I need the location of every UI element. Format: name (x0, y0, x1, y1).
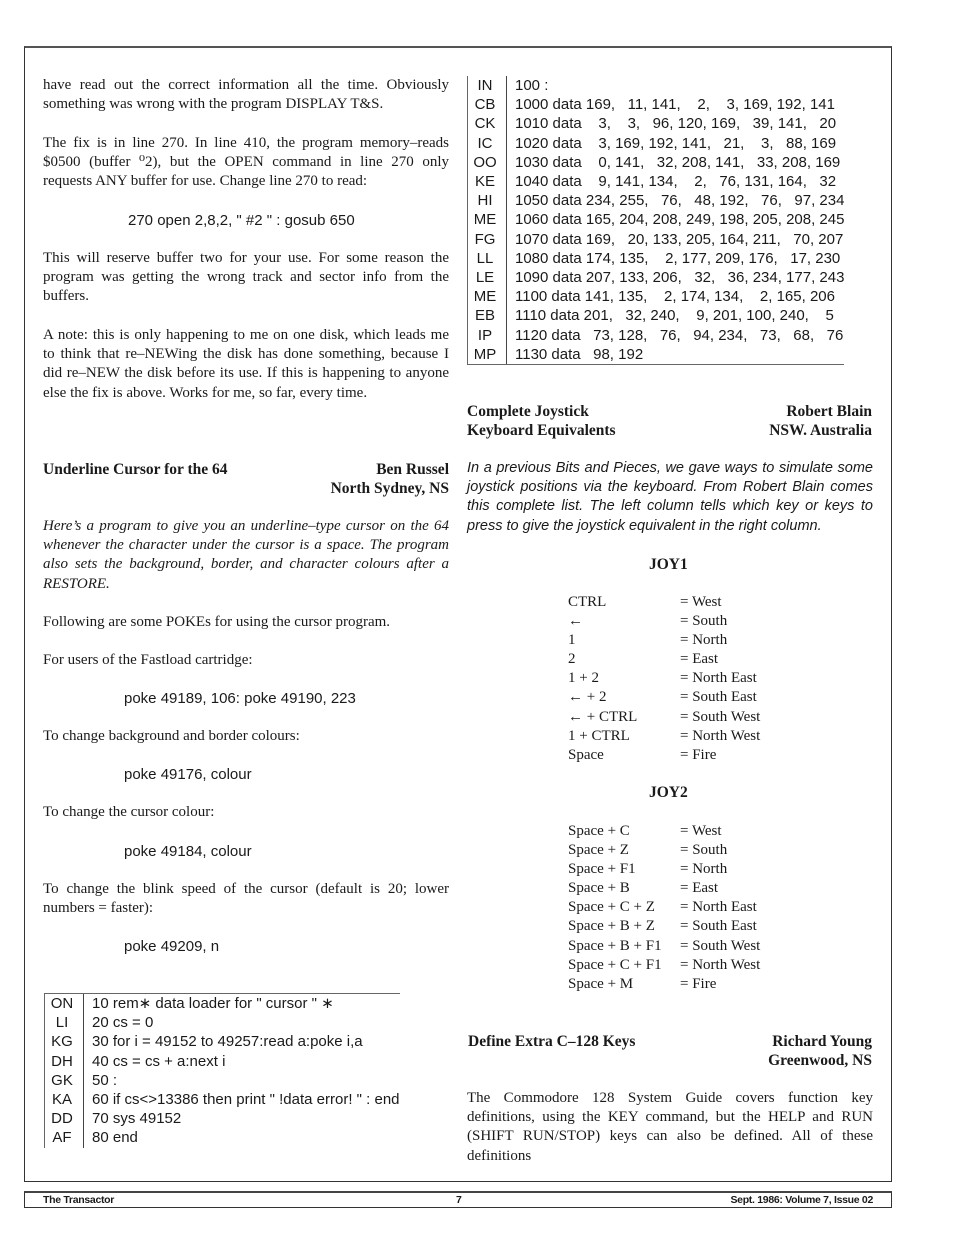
checksum-code: LI (45, 1013, 84, 1032)
checksum-code: IN (468, 76, 507, 95)
footer-page-number: 7 (456, 1194, 462, 1206)
joystick-direction: = North (680, 632, 728, 649)
checksum-code: OO (468, 153, 507, 172)
code-line: 1100 data 141, 135, 2, 174, 134, 2, 165, 206 (515, 288, 835, 306)
basic-listing-left (44, 993, 400, 1148)
fix-code-line: 270 open 2,8,2, " #2 " : gosub 650 (128, 212, 355, 229)
checksum-code: KE (468, 172, 507, 191)
checksum-code: CK (468, 114, 507, 133)
code-line: 10 rem∗ data loader for " cursor " ∗ (92, 995, 334, 1012)
listing-row (468, 95, 844, 114)
author-location: Greenwood, NS (768, 1052, 872, 1070)
code-line: 1110 data 201, 32, 240, 9, 201, 100, 240, 5 (515, 307, 834, 325)
paragraph-intro-4: A note: this is only happening to me on one disk, which leads me to think that re–NEWing the disk has done something, because I did re–NEW the disk before its use. If this is happening to anyone else the fix is above. Works for me, so far, every time. (43, 327, 449, 401)
author-name: Ben Russel (376, 461, 449, 478)
checksum-code: MP (468, 345, 507, 364)
key-combo: ← (568, 613, 583, 630)
key-combo: Space + F1 (568, 861, 636, 878)
checksum-code: FG (468, 230, 507, 249)
joystick-direction: = South East (680, 689, 757, 706)
key-mapping-row (568, 917, 760, 936)
author-location: NSW. Australia (769, 422, 872, 440)
key-combo: 1 (568, 632, 576, 649)
checksum-code: LL (468, 249, 507, 268)
key-mapping-row (568, 937, 760, 956)
listing-row (45, 1128, 400, 1147)
key-combo: CTRL (568, 594, 607, 610)
code-line: 1120 data 73, 128, 76, 94, 234, 73, 68, 76 (515, 326, 844, 344)
joystick-direction: = North East (680, 899, 757, 916)
checksum-code: IP (468, 326, 507, 345)
joystick-direction: = North West (680, 727, 761, 744)
code-line: 1030 data 0, 141, 32, 208, 141, 33, 208, 169 (515, 153, 841, 171)
joystick-direction: = South (680, 613, 728, 630)
listing-row (468, 326, 844, 345)
joystick-direction: = Fire (680, 746, 717, 763)
checksum-code: ME (468, 210, 507, 229)
checksum-code: HI (468, 191, 507, 210)
key-mapping-row (568, 841, 760, 860)
code-line: 80 end (92, 1129, 138, 1147)
listing-row (468, 172, 844, 191)
code-line: 1060 data 165, 204, 208, 249, 198, 205, 208, 245 (515, 211, 845, 229)
checksum-code: KG (45, 1032, 84, 1051)
joystick-direction: = North (680, 861, 728, 878)
cursor-code: poke 49184, colour (124, 843, 252, 860)
checksum-code: DH (45, 1052, 84, 1071)
paragraph-intro-1: have read out the correct information all the time. Obviously something was wrong with the program DISPLAY T&S. (43, 77, 449, 113)
key-mapping-row (568, 612, 760, 631)
code-line: 30 for i = 49152 to 49257:read a:poke i,a (92, 1033, 363, 1051)
checksum-code: AF (45, 1128, 84, 1147)
article-lead: Here’s a program to give you an underline–type cursor on the 64 whenever the character under the cursor is a space. The program also sets the background, border, and character colours after a RESTORE. (43, 518, 449, 592)
code-line: 1070 data 169, 20, 133, 205, 164, 211, 70, 207 (515, 230, 844, 248)
author-location: North Sydney, NS (330, 480, 449, 498)
title-line-2: Keyboard Equivalents (467, 422, 616, 440)
listing-row (468, 345, 844, 364)
listing-row (468, 287, 844, 306)
key-mapping-row (568, 688, 760, 707)
listing-row (468, 210, 844, 229)
blink-code: poke 49209, n (124, 938, 220, 955)
joystick-direction: = South East (680, 918, 757, 935)
article-author (249, 460, 449, 498)
cursor-label: To change the cursor colour: (43, 804, 215, 820)
joystick-article-author (672, 402, 872, 440)
joystick-direction: = Fire (680, 975, 717, 992)
joystick-direction: = North West (680, 956, 761, 973)
key-combo: ← + CTRL (568, 708, 638, 725)
key-combo: 1 + 2 (568, 670, 599, 687)
code-line: 20 cs = 0 (92, 1014, 154, 1032)
author-name: Robert Blain (786, 403, 872, 420)
key-combo: Space + B (568, 880, 630, 897)
code-line: 1090 data 207, 133, 206, 32, 36, 234, 177, 243 (515, 269, 845, 287)
listing-row (45, 1052, 400, 1071)
key-combo: Space + C (568, 823, 630, 839)
key-mapping-row (568, 822, 760, 841)
key-combo: Space + M (568, 975, 634, 992)
code-line: 40 cs = cs + a:next i (92, 1052, 226, 1070)
bg-label: To change background and border colours: (43, 728, 300, 744)
listing-row (45, 1090, 400, 1109)
joystick-direction: = East (680, 880, 719, 897)
c128-article-title: Define Extra C–128 Keys (468, 1033, 636, 1050)
key-mapping-row (568, 708, 760, 727)
listing-row (468, 76, 844, 95)
code-line: 50 : (92, 1071, 118, 1089)
joystick-direction: = North East (680, 670, 757, 687)
key-combo: Space + C + F1 (568, 956, 662, 973)
key-mapping-row (568, 746, 760, 765)
page-footer (24, 1191, 892, 1208)
listing-row (468, 191, 844, 210)
checksum-code: LE (468, 268, 507, 287)
key-mapping-row (568, 898, 760, 917)
key-mapping-row (568, 650, 760, 669)
key-combo: Space (568, 746, 604, 763)
code-line: 60 if cs<>13386 then print " !data error! " : end (92, 1091, 400, 1109)
fastload-label: For users of the Fastload cartridge: (43, 652, 253, 668)
checksum-code: GK (45, 1071, 84, 1090)
checksum-code: EB (468, 306, 507, 325)
key-combo: Space + B + F1 (568, 937, 662, 954)
key-combo: Space + Z (568, 842, 629, 859)
joystick-direction: = East (680, 651, 719, 668)
key-mapping-row (568, 669, 760, 688)
c128-article-author (672, 1032, 872, 1070)
key-mapping-row (568, 631, 760, 650)
joystick-article-title (467, 402, 616, 440)
checksum-code: KA (45, 1090, 84, 1109)
paragraph-intro-2: The fix is in line 270. In line 410, the program memory–reads $0500 (buffer ⁰2), but the OPEN command in line 270 only requests ANY buffer for use. Change line 270 to read: (43, 135, 449, 190)
joy1-table (568, 593, 760, 765)
listing-row (45, 1071, 400, 1090)
checksum-code: CB (468, 95, 507, 114)
joy2-table (568, 822, 760, 994)
code-line: 1080 data 174, 135, 2, 177, 209, 176, 17, 230 (515, 249, 841, 267)
joystick-direction: = West (680, 594, 722, 610)
key-combo: Space + B + Z (568, 918, 655, 935)
key-combo: Space + C + Z (568, 899, 655, 916)
article-title: Underline Cursor for the 64 (43, 461, 228, 478)
listing-row (45, 1109, 400, 1128)
listing-row (468, 153, 844, 172)
code-line: 1130 data 98, 192 (515, 345, 644, 363)
code-line: 1020 data 3, 169, 192, 141, 21, 3, 88, 169 (515, 134, 837, 152)
key-mapping-row (568, 956, 760, 975)
paragraph-intro-3: This will reserve buffer two for your use. For some reason the program was getting the wrong track and sector info from the buffers. (43, 250, 449, 305)
code-line: 100 : (515, 77, 549, 94)
listing-row (468, 249, 844, 268)
joystick-direction: = West (680, 823, 722, 839)
code-line: 1000 data 169, 11, 141, 2, 3, 169, 192, 141 (515, 96, 835, 114)
bg-code: poke 49176, colour (124, 766, 252, 783)
blink-label: To change the blink speed of the cursor (default is 20; lower numbers = faster): (43, 881, 449, 917)
title-line-1: Complete Joystick (467, 403, 589, 420)
key-mapping-row (568, 860, 760, 879)
checksum-code: IC (468, 134, 507, 153)
listing-row (468, 268, 844, 287)
key-combo: ← + 2 (568, 689, 607, 706)
listing-row (468, 230, 844, 249)
listing-row (45, 1013, 400, 1032)
author-name: Richard Young (772, 1033, 872, 1050)
key-combo: 2 (568, 651, 576, 668)
checksum-code: DD (45, 1109, 84, 1128)
key-mapping-row (568, 879, 760, 898)
key-mapping-row (568, 593, 760, 612)
joy2-title: JOY2 (649, 784, 688, 801)
joystick-direction: = South West (680, 708, 761, 725)
code-line: 1010 data 3, 3, 96, 120, 169, 39, 141, 20 (515, 115, 837, 133)
code-line: 1040 data 9, 141, 134, 2, 76, 131, 164, 32 (515, 173, 837, 191)
fastload-code: poke 49189, 106: poke 49190, 223 (124, 690, 356, 707)
footer-issue: Sept. 1986: Volume 7, Issue 02 (730, 1194, 873, 1206)
listing-row (468, 134, 844, 153)
key-mapping-row (568, 727, 760, 746)
checksum-code: ON (45, 994, 84, 1013)
joystick-article-lead: In a previous Bits and Pieces, we gave ways to simulate some joystick positions via the keyboard. From Robert Blain comes this complete list. The left column tells which key or keys to press to give the joystick equivalent in the right column. (467, 460, 873, 534)
c128-article-body: The Commodore 128 System Guide covers function key definitions, using the KEY command, but the HELP and RUN (SHIFT RUN/STOP) keys can also be defined. All of these definitions (467, 1090, 873, 1164)
footer-publication: The Transactor (43, 1194, 115, 1206)
joystick-direction: = South (680, 842, 728, 859)
joy1-title: JOY1 (649, 556, 688, 573)
joystick-direction: = South West (680, 937, 761, 954)
listing-row (468, 114, 844, 133)
basic-listing-right (467, 76, 844, 365)
pokes-intro: Following are some POKEs for using the cursor program. (43, 614, 391, 630)
listing-row (468, 306, 844, 325)
key-mapping-row (568, 975, 760, 994)
code-line: 70 sys 49152 (92, 1110, 182, 1128)
code-line: 1050 data 234, 255, 76, 48, 192, 76, 97, 234 (515, 192, 845, 210)
listing-row (45, 1032, 400, 1051)
key-combo: 1 + CTRL (568, 727, 630, 744)
checksum-code: ME (468, 287, 507, 306)
listing-row (45, 994, 400, 1013)
